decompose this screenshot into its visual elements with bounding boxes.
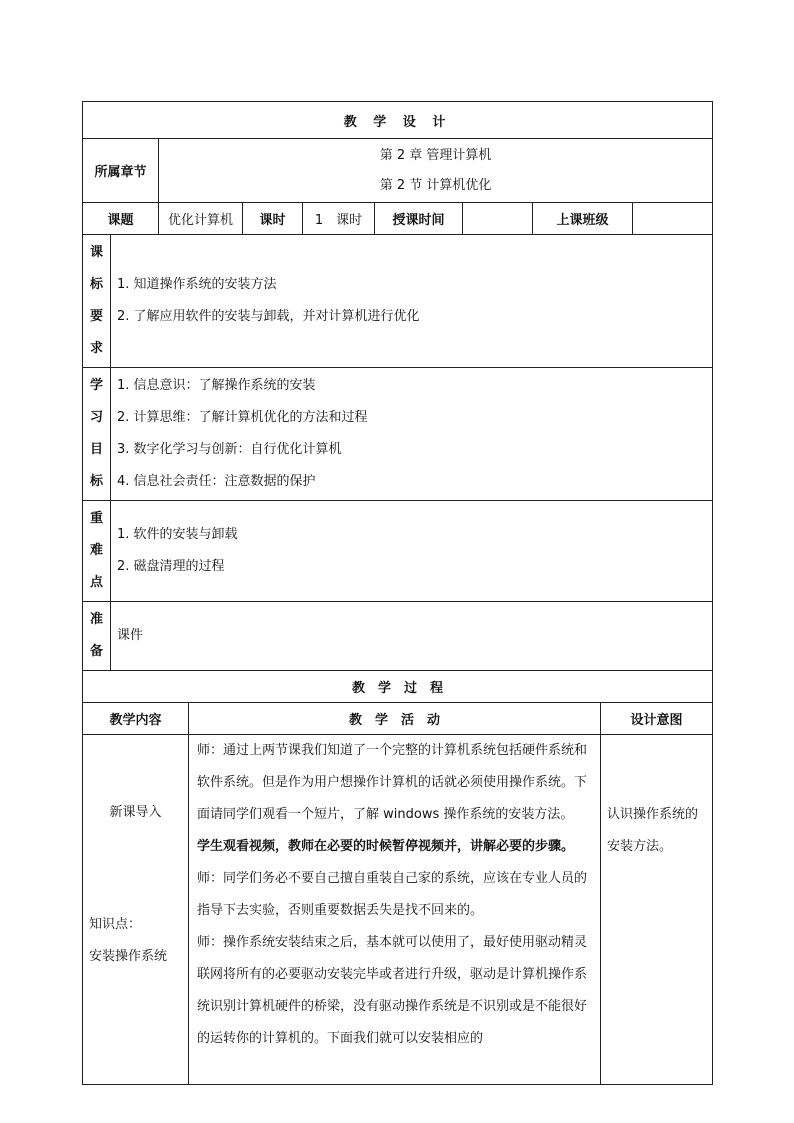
intent-text: 认识操作系统的安装方法。 — [607, 807, 699, 854]
time-label: 授课时间 — [375, 203, 463, 235]
process-table — [82, 670, 713, 1085]
list-item: 1. 知道操作系统的安装方法 — [117, 277, 277, 292]
preparation-value: 课件 — [111, 602, 713, 671]
activity-paragraph: 师：操作系统安装结束之后，基本就可以使用了，最好使用驱动精灵联网将所有的必要驱动安装完毕或者进行升级，驱动是计算机操作系统识别计算机硬件的桥梁，没有驱动操作系统是不识别或是不能很好的运转你的计算机的。下面我们就可以安装相应的 — [197, 935, 588, 1046]
standards-items — [111, 235, 713, 368]
col-activity-header: 教 学 活 动 — [189, 703, 601, 735]
preparation-label: 准 备 — [83, 602, 111, 671]
list-item: 2. 磁盘清理的过程 — [117, 559, 225, 574]
activity-paragraph: 师：同学们务必不要自己擅自重装自己家的系统，应该在专业人员的指导下去实验，否则重要数据丢失是找不回来的。 — [197, 871, 588, 918]
key-points-items — [111, 501, 713, 602]
standards-label: 课 标 要 求 — [83, 235, 111, 368]
col-intent-header: 设计意图 — [601, 703, 713, 735]
chapter-line-2: 第 2 节 计算机优化 — [379, 177, 492, 193]
topic-label: 课题 — [83, 203, 159, 235]
list-item: 1. 信息意识：了解操作系统的安装 — [117, 378, 316, 393]
content-knowledge-label: 知识点： — [89, 917, 142, 932]
hours-value: 1 课时 — [303, 203, 375, 235]
hours-label: 课时 — [243, 203, 303, 235]
col-content-header: 教学内容 — [83, 703, 189, 735]
chapter-line-1: 第 2 章 管理计算机 — [379, 147, 492, 163]
content-knowledge-value: 安装操作系统 — [89, 949, 168, 964]
intent-cell — [601, 735, 713, 1085]
document-title: 教 学 设 计 — [83, 102, 713, 139]
objectives-label: 学 习 目 标 — [83, 368, 111, 501]
time-value — [463, 203, 533, 235]
objectives-items — [111, 368, 713, 501]
content-intro: 新课导入 — [109, 805, 162, 820]
process-title: 教 学 过 程 — [83, 671, 713, 703]
class-value — [633, 203, 713, 235]
topic-value: 优化计算机 — [159, 203, 243, 235]
activity-paragraph: 师：通过上两节课我们知道了一个完整的计算机系统包括硬件系统和软件系统。但是作为用户想操作计算机的话就必须使用操作系统。下面请同学们观看一个短片，了解 windows 操作系统的安装方法。 — [197, 743, 588, 822]
lesson-plan-page — [82, 101, 712, 1085]
list-item: 2. 了解应用软件的安装与卸载，并对计算机进行优化 — [117, 309, 420, 324]
content-cell — [83, 735, 189, 1085]
lesson-info-table — [82, 101, 713, 235]
list-item: 2. 计算思维：了解计算机优化的方法和过程 — [117, 410, 368, 425]
activity-cell — [189, 735, 601, 1085]
chapter-label: 所属章节 — [83, 139, 159, 203]
requirements-table — [82, 234, 713, 671]
list-item: 1. 软件的安装与卸载 — [117, 527, 238, 542]
key-points-label: 重 难 点 — [83, 501, 111, 602]
list-item: 4. 信息社会责任：注意数据的保护 — [117, 474, 316, 489]
list-item: 3. 数字化学习与创新：自行优化计算机 — [117, 442, 342, 457]
activity-paragraph: 学生观看视频，教师在必要的时候暂停视频并，讲解必要的步骤。 — [197, 839, 575, 854]
chapter-value — [159, 139, 713, 203]
class-label: 上课班级 — [533, 203, 633, 235]
